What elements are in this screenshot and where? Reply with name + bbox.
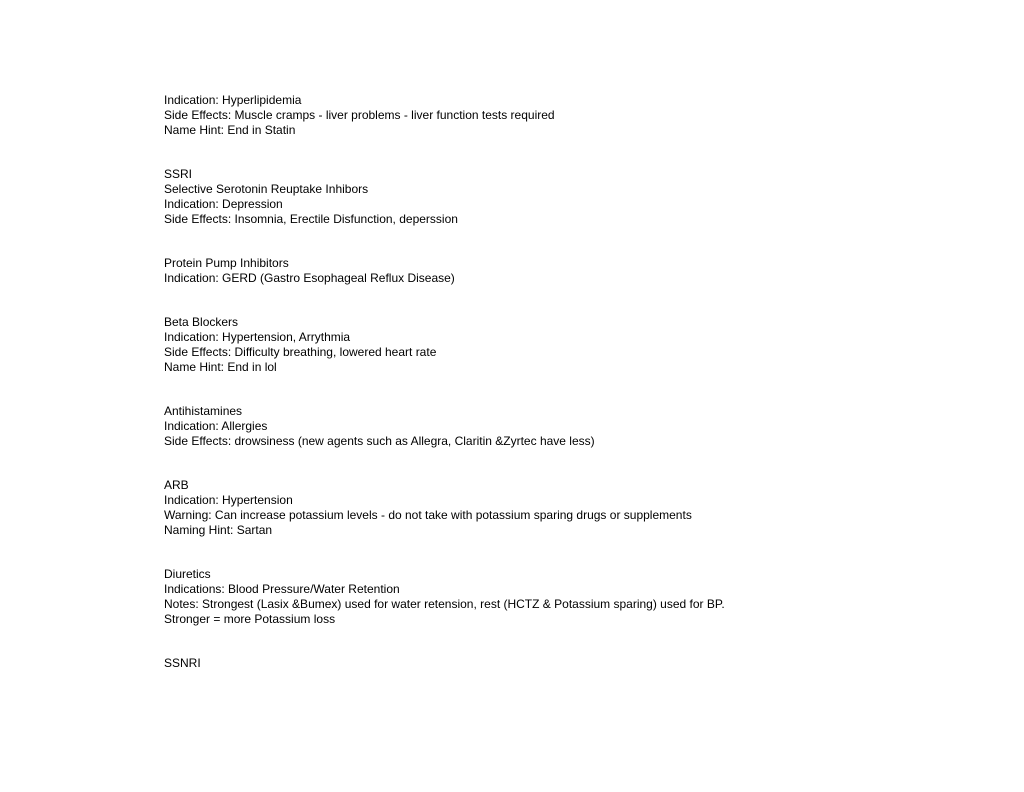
antihistamines-heading: Antihistamines [164, 404, 243, 418]
ssri-full-name: Selective Serotonin Reuptake Inhibors [164, 182, 369, 196]
arb-indication: Indication: Hypertension [164, 493, 293, 507]
arb-warning: Warning: Can increase potassium levels - do not take with potassium sparing drugs or supplements [164, 508, 692, 522]
beta-blockers-side-effects: Side Effects: Difficulty breathing, lowered heart rate [164, 345, 437, 359]
statins-section [164, 93, 984, 138]
arb-naming-hint: Naming Hint: Sartan [164, 523, 273, 537]
antihistamines-side-effects: Side Effects: drowsiness (new agents such as Allegra, Claritin &Zyrtec have less) [164, 434, 595, 448]
diuretics-potassium-note: Stronger = more Potassium loss [164, 612, 336, 626]
statins-indication: Indication: Hyperlipidemia [164, 93, 302, 107]
ssnri-heading: SSNRI [164, 656, 201, 670]
beta-blockers-section [164, 315, 984, 375]
statins-side-effects: Side Effects: Muscle cramps - liver problems - liver function tests required [164, 108, 555, 122]
ssri-indication: Indication: Depression [164, 197, 283, 211]
ssri-section [164, 167, 984, 227]
ppi-section [164, 256, 984, 286]
ssnri-section [164, 656, 984, 671]
document-body [164, 93, 984, 671]
arb-heading: ARB [164, 478, 189, 492]
diuretics-heading: Diuretics [164, 567, 211, 581]
beta-blockers-name-hint: Name Hint: End in lol [164, 360, 277, 374]
statins-name-hint: Name Hint: End in Statin [164, 123, 296, 137]
antihistamines-section [164, 404, 984, 449]
ppi-indication: Indication: GERD (Gastro Esophageal Reflux Disease) [164, 271, 455, 285]
beta-blockers-indication: Indication: Hypertension, Arrythmia [164, 330, 351, 344]
arb-section [164, 478, 984, 538]
beta-blockers-heading: Beta Blockers [164, 315, 239, 329]
diuretics-indications: Indications: Blood Pressure/Water Retention [164, 582, 400, 596]
diuretics-section [164, 567, 984, 627]
ssri-heading: SSRI [164, 167, 193, 181]
diuretics-notes: Notes: Strongest (Lasix &Bumex) used for water retension, rest (HCTZ & Potassium sparing) used for BP. [164, 597, 725, 611]
antihistamines-indication: Indication: Allergies [164, 419, 268, 433]
ppi-heading: Protein Pump Inhibitors [164, 256, 289, 270]
ssri-side-effects: Side Effects: Insomnia, Erectile Disfunction, deperssion [164, 212, 458, 226]
